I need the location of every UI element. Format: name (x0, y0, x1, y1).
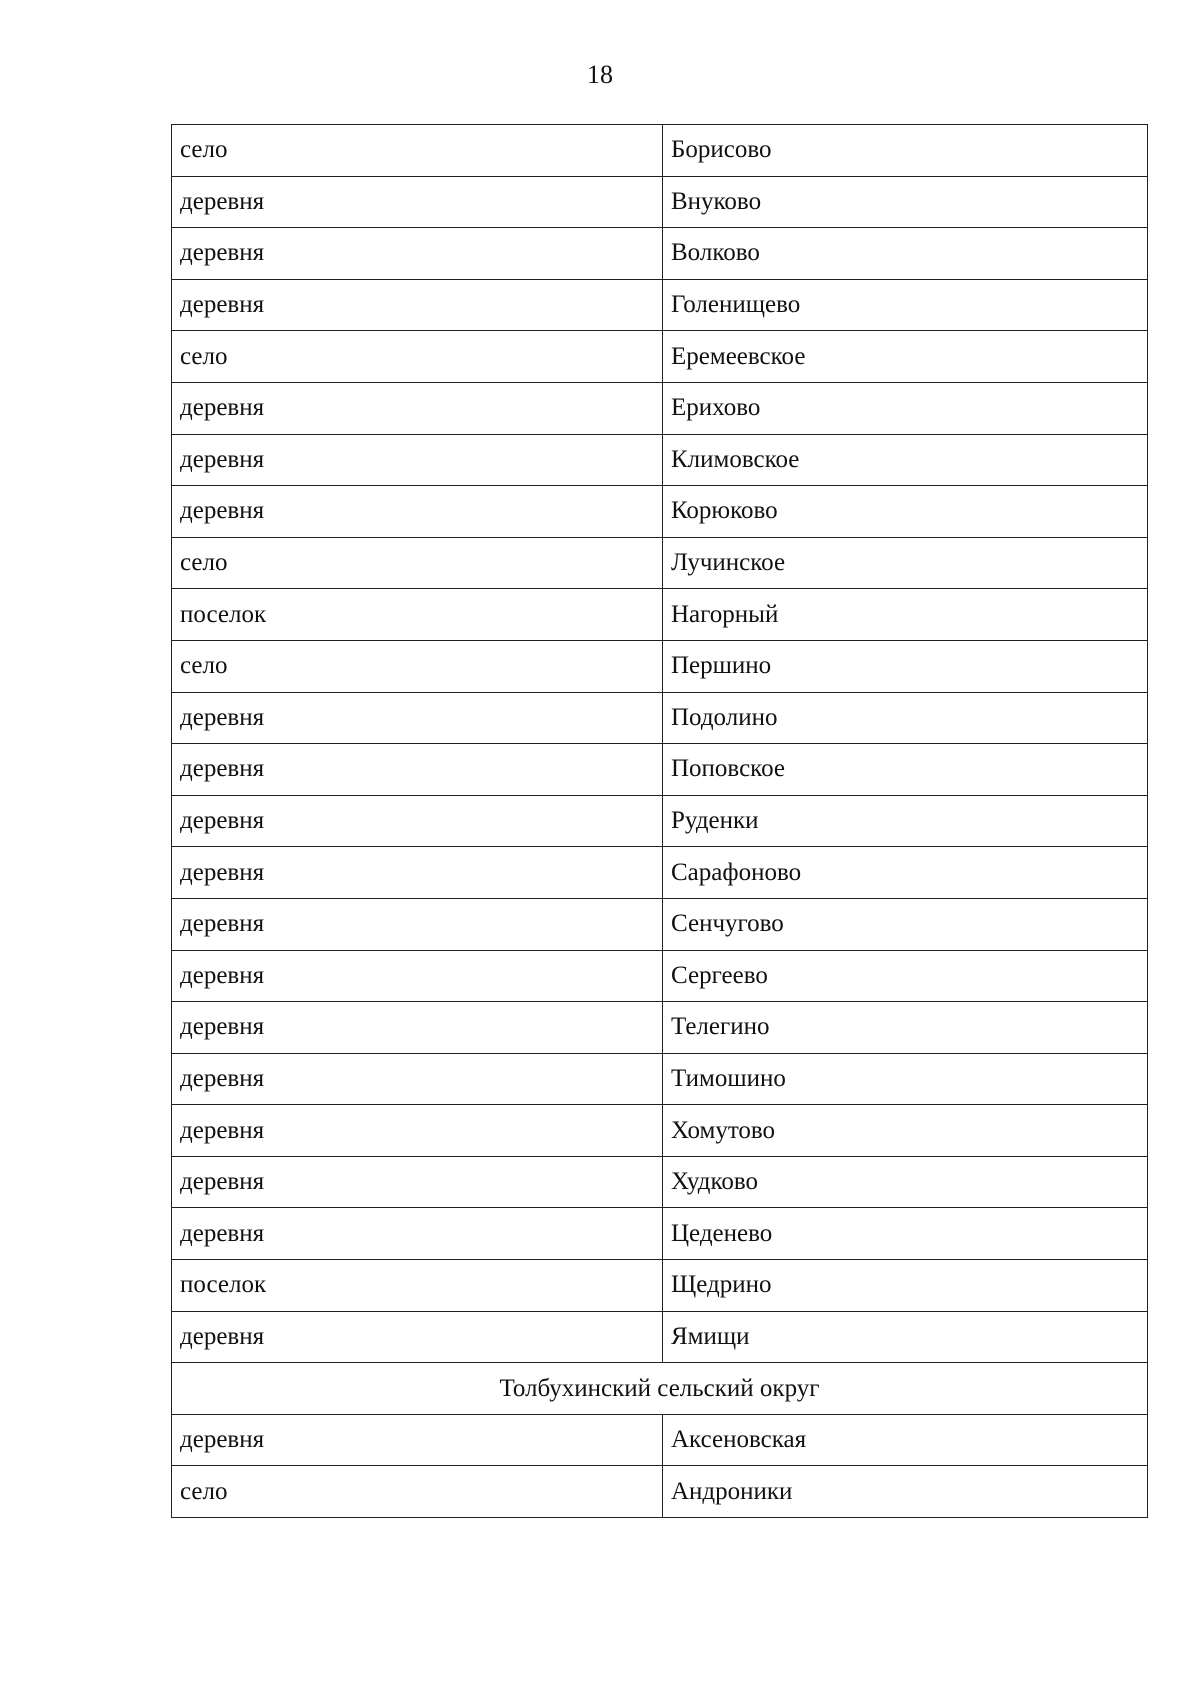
settlement-name-cell: Телегино (663, 1002, 1148, 1054)
table-row (172, 950, 1148, 1002)
settlements-table (171, 124, 1148, 1518)
settlement-type-cell: деревня (172, 279, 663, 331)
settlement-type-cell: деревня (172, 1156, 663, 1208)
settlement-name-cell: Подолино (663, 692, 1148, 744)
settlement-name-cell: Сарафоново (663, 847, 1148, 899)
settlement-name-cell: Еремеевское (663, 331, 1148, 383)
settlement-name-cell: Цеденево (663, 1208, 1148, 1260)
settlement-type-cell: деревня (172, 692, 663, 744)
settlement-name-cell: Поповское (663, 744, 1148, 796)
settlement-name-cell: Голенищево (663, 279, 1148, 331)
settlement-type-cell: деревня (172, 486, 663, 538)
table-row (172, 1260, 1148, 1312)
settlement-type-cell: село (172, 125, 663, 177)
table-row (172, 1466, 1148, 1518)
settlement-name-cell: Внуково (663, 176, 1148, 228)
settlement-name-cell: Аксеновская (663, 1414, 1148, 1466)
table-row (172, 486, 1148, 538)
settlement-name-cell: Нагорный (663, 589, 1148, 641)
settlement-type-cell: село (172, 640, 663, 692)
settlement-name-cell: Сергеево (663, 950, 1148, 1002)
settlement-name-cell: Тимошино (663, 1053, 1148, 1105)
table-row (172, 434, 1148, 486)
settlement-name-cell: Климовское (663, 434, 1148, 486)
page-number: 18 (587, 60, 613, 89)
table-row (172, 1156, 1148, 1208)
settlement-type-cell: деревня (172, 1105, 663, 1157)
settlement-name-cell: Волково (663, 228, 1148, 280)
table-row (172, 744, 1148, 796)
settlement-type-cell: деревня (172, 1208, 663, 1260)
table-row (172, 692, 1148, 744)
settlement-type-cell: поселок (172, 589, 663, 641)
settlement-type-cell: деревня (172, 795, 663, 847)
table-row (172, 176, 1148, 228)
settlements-table-body (172, 125, 1148, 1518)
settlement-name-cell: Сенчугово (663, 898, 1148, 950)
settlement-type-cell: село (172, 537, 663, 589)
table-row (172, 537, 1148, 589)
settlement-type-cell: деревня (172, 898, 663, 950)
table-row (172, 1414, 1148, 1466)
settlement-type-cell: деревня (172, 1311, 663, 1363)
table-row (172, 1311, 1148, 1363)
table-row (172, 898, 1148, 950)
settlement-type-cell: деревня (172, 950, 663, 1002)
settlement-type-cell: деревня (172, 744, 663, 796)
settlement-type-cell: деревня (172, 1002, 663, 1054)
settlement-name-cell: Борисово (663, 125, 1148, 177)
settlement-name-cell: Руденки (663, 795, 1148, 847)
settlement-name-cell: Андроники (663, 1466, 1148, 1518)
settlement-type-cell: поселок (172, 1260, 663, 1312)
table-row (172, 228, 1148, 280)
table-row (172, 1002, 1148, 1054)
section-row (172, 1363, 1148, 1415)
settlement-type-cell: деревня (172, 228, 663, 280)
table-row (172, 279, 1148, 331)
table-row (172, 640, 1148, 692)
table-row (172, 589, 1148, 641)
table-row (172, 795, 1148, 847)
settlement-name-cell: Худково (663, 1156, 1148, 1208)
settlement-type-cell: деревня (172, 176, 663, 228)
table-row (172, 331, 1148, 383)
settlement-type-cell: деревня (172, 1414, 663, 1466)
settlement-type-cell: деревня (172, 847, 663, 899)
settlement-name-cell: Першино (663, 640, 1148, 692)
table-row (172, 382, 1148, 434)
settlement-name-cell: Корюково (663, 486, 1148, 538)
settlement-name-cell: Хомутово (663, 1105, 1148, 1157)
settlement-name-cell: Лучинское (663, 537, 1148, 589)
settlement-type-cell: деревня (172, 382, 663, 434)
settlement-name-cell: Ерихово (663, 382, 1148, 434)
table-row (172, 1105, 1148, 1157)
settlement-name-cell: Щедрино (663, 1260, 1148, 1312)
table-row (172, 847, 1148, 899)
settlement-type-cell: село (172, 1466, 663, 1518)
table-row (172, 125, 1148, 177)
section-heading: Толбухинский сельский округ (172, 1363, 1148, 1415)
settlement-type-cell: деревня (172, 434, 663, 486)
table-row (172, 1053, 1148, 1105)
settlement-type-cell: деревня (172, 1053, 663, 1105)
table-row (172, 1208, 1148, 1260)
settlement-type-cell: село (172, 331, 663, 383)
settlement-name-cell: Ямищи (663, 1311, 1148, 1363)
